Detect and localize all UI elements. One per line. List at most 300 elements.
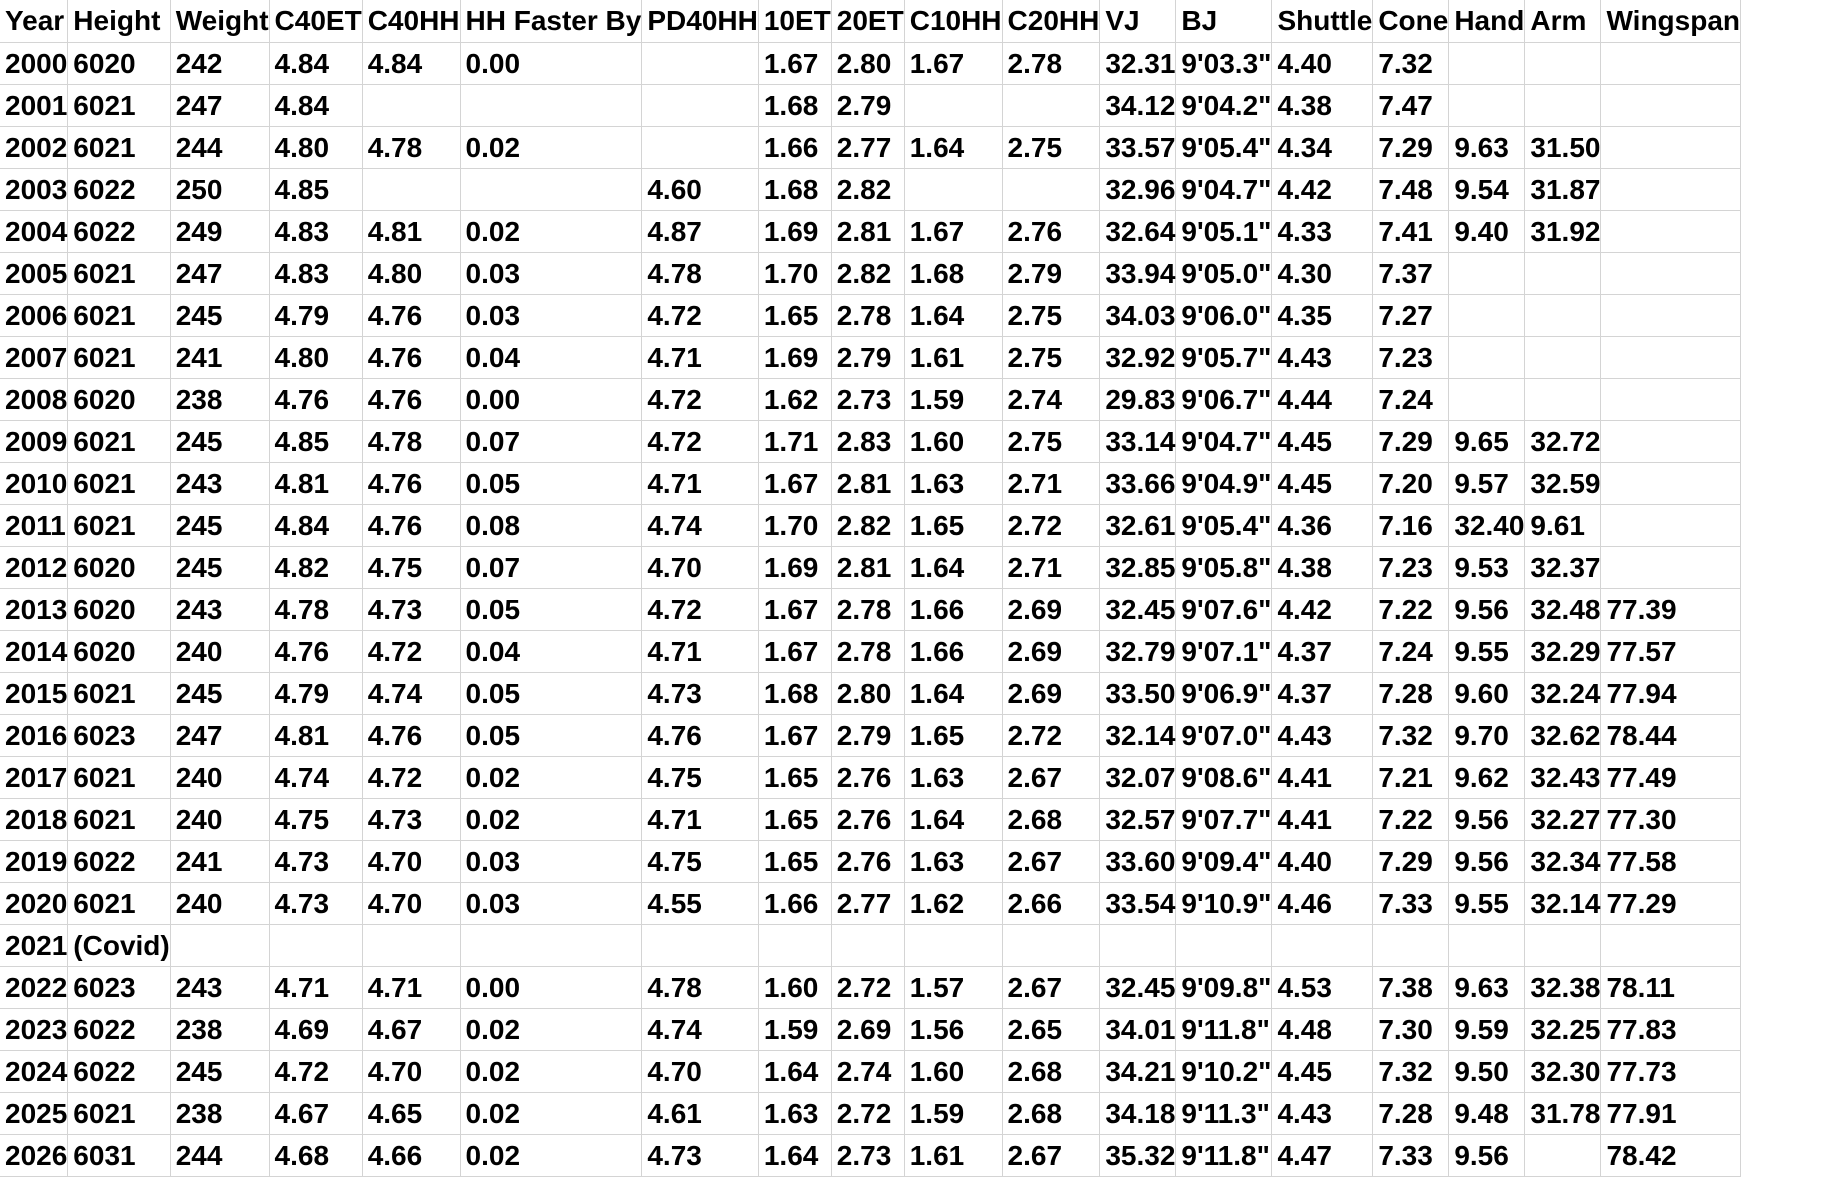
cell-c40et[interactable]: 4.81 (269, 715, 362, 757)
cell-20et[interactable]: 2.69 (831, 1009, 904, 1051)
cell-shuttle[interactable]: 4.40 (1272, 841, 1373, 883)
cell-c20hh[interactable] (1002, 85, 1100, 127)
cell-c20hh[interactable]: 2.72 (1002, 715, 1100, 757)
cell-bj[interactable]: 9'06.0" (1176, 295, 1272, 337)
cell-height[interactable]: (Covid) (68, 925, 170, 967)
cell-10et[interactable]: 1.66 (758, 127, 831, 169)
cell-20et[interactable]: 2.83 (831, 421, 904, 463)
column-header-hh-faster-by[interactable]: HH Faster By (460, 0, 642, 43)
cell-bj[interactable]: 9'04.2" (1176, 85, 1272, 127)
cell-c40et[interactable]: 4.73 (269, 883, 362, 925)
cell-vj[interactable]: 32.61 (1100, 505, 1176, 547)
cell-c40hh[interactable]: 4.73 (362, 589, 460, 631)
cell-c40hh[interactable]: 4.76 (362, 715, 460, 757)
cell-c40et[interactable] (269, 925, 362, 967)
cell-c10hh[interactable]: 1.59 (904, 1093, 1002, 1135)
cell-arm[interactable]: 31.87 (1525, 169, 1601, 211)
cell-20et[interactable]: 2.77 (831, 127, 904, 169)
cell-hand[interactable]: 9.48 (1449, 1093, 1525, 1135)
cell-10et[interactable] (758, 925, 831, 967)
cell-vj[interactable] (1100, 925, 1176, 967)
cell-shuttle[interactable]: 4.37 (1272, 673, 1373, 715)
cell-arm[interactable]: 32.72 (1525, 421, 1601, 463)
cell-pd40hh[interactable] (642, 925, 758, 967)
cell-wingspan[interactable] (1601, 379, 1741, 421)
cell-hh-faster-by[interactable]: 0.07 (460, 421, 642, 463)
cell-vj[interactable]: 32.14 (1100, 715, 1176, 757)
cell-c40et[interactable]: 4.76 (269, 379, 362, 421)
cell-hh-faster-by[interactable] (460, 85, 642, 127)
cell-cone[interactable]: 7.29 (1373, 421, 1449, 463)
cell-hh-faster-by[interactable]: 0.08 (460, 505, 642, 547)
cell-weight[interactable]: 245 (170, 673, 269, 715)
cell-weight[interactable]: 245 (170, 547, 269, 589)
cell-wingspan[interactable] (1601, 127, 1741, 169)
cell-wingspan[interactable]: 77.39 (1601, 589, 1741, 631)
cell-c40et[interactable]: 4.68 (269, 1135, 362, 1177)
cell-height[interactable]: 6022 (68, 211, 170, 253)
cell-height[interactable]: 6022 (68, 1051, 170, 1093)
cell-vj[interactable]: 33.57 (1100, 127, 1176, 169)
column-header-c40hh[interactable]: C40HH (362, 0, 460, 43)
cell-10et[interactable]: 1.67 (758, 589, 831, 631)
column-header-cone[interactable]: Cone (1373, 0, 1449, 43)
cell-weight[interactable]: 238 (170, 1009, 269, 1051)
cell-c40et[interactable]: 4.73 (269, 841, 362, 883)
cell-vj[interactable]: 34.12 (1100, 85, 1176, 127)
cell-height[interactable]: 6020 (68, 547, 170, 589)
cell-weight[interactable]: 240 (170, 757, 269, 799)
cell-c20hh[interactable]: 2.79 (1002, 253, 1100, 295)
cell-10et[interactable]: 1.64 (758, 1051, 831, 1093)
cell-c40hh[interactable]: 4.80 (362, 253, 460, 295)
cell-vj[interactable]: 32.57 (1100, 799, 1176, 841)
cell-pd40hh[interactable]: 4.78 (642, 253, 758, 295)
cell-pd40hh[interactable] (642, 43, 758, 85)
cell-10et[interactable]: 1.63 (758, 1093, 831, 1135)
cell-c20hh[interactable]: 2.72 (1002, 505, 1100, 547)
cell-c20hh[interactable]: 2.65 (1002, 1009, 1100, 1051)
cell-shuttle[interactable]: 4.41 (1272, 757, 1373, 799)
cell-year[interactable]: 2007 (0, 337, 68, 379)
cell-arm[interactable]: 32.43 (1525, 757, 1601, 799)
cell-arm[interactable]: 31.50 (1525, 127, 1601, 169)
cell-weight[interactable]: 249 (170, 211, 269, 253)
cell-c10hh[interactable]: 1.63 (904, 841, 1002, 883)
column-header-hand[interactable]: Hand (1449, 0, 1525, 43)
cell-hand[interactable]: 32.40 (1449, 505, 1525, 547)
cell-hh-faster-by[interactable]: 0.00 (460, 43, 642, 85)
cell-hh-faster-by[interactable]: 0.03 (460, 841, 642, 883)
cell-year[interactable]: 2020 (0, 883, 68, 925)
cell-weight[interactable]: 240 (170, 883, 269, 925)
cell-bj[interactable]: 9'05.4" (1176, 127, 1272, 169)
cell-weight[interactable]: 241 (170, 337, 269, 379)
cell-c10hh[interactable]: 1.66 (904, 589, 1002, 631)
cell-c10hh[interactable]: 1.64 (904, 295, 1002, 337)
cell-vj[interactable]: 34.18 (1100, 1093, 1176, 1135)
cell-cone[interactable]: 7.21 (1373, 757, 1449, 799)
cell-hand[interactable]: 9.53 (1449, 547, 1525, 589)
cell-20et[interactable]: 2.78 (831, 589, 904, 631)
cell-cone[interactable]: 7.23 (1373, 337, 1449, 379)
cell-hand[interactable] (1449, 925, 1525, 967)
cell-shuttle[interactable]: 4.43 (1272, 715, 1373, 757)
cell-20et[interactable]: 2.79 (831, 715, 904, 757)
cell-bj[interactable]: 9'04.7" (1176, 169, 1272, 211)
cell-height[interactable]: 6023 (68, 715, 170, 757)
cell-hand[interactable] (1449, 295, 1525, 337)
cell-year[interactable]: 2025 (0, 1093, 68, 1135)
cell-hand[interactable] (1449, 85, 1525, 127)
cell-c40et[interactable]: 4.83 (269, 253, 362, 295)
cell-arm[interactable] (1525, 43, 1601, 85)
cell-vj[interactable]: 33.54 (1100, 883, 1176, 925)
cell-cone[interactable]: 7.48 (1373, 169, 1449, 211)
cell-wingspan[interactable] (1601, 253, 1741, 295)
cell-hh-faster-by[interactable]: 0.02 (460, 211, 642, 253)
cell-hh-faster-by[interactable]: 0.02 (460, 799, 642, 841)
cell-weight[interactable]: 240 (170, 799, 269, 841)
cell-c40hh[interactable]: 4.66 (362, 1135, 460, 1177)
cell-weight[interactable]: 243 (170, 967, 269, 1009)
cell-weight[interactable] (170, 925, 269, 967)
cell-c40hh[interactable]: 4.70 (362, 1051, 460, 1093)
cell-c40hh[interactable]: 4.75 (362, 547, 460, 589)
cell-height[interactable]: 6020 (68, 589, 170, 631)
cell-20et[interactable]: 2.78 (831, 295, 904, 337)
cell-pd40hh[interactable]: 4.61 (642, 1093, 758, 1135)
cell-c40hh[interactable]: 4.76 (362, 337, 460, 379)
cell-c10hh[interactable] (904, 85, 1002, 127)
cell-c20hh[interactable]: 2.69 (1002, 673, 1100, 715)
cell-hh-faster-by[interactable]: 0.00 (460, 967, 642, 1009)
cell-c10hh[interactable]: 1.56 (904, 1009, 1002, 1051)
cell-bj[interactable]: 9'05.8" (1176, 547, 1272, 589)
cell-c40et[interactable]: 4.84 (269, 85, 362, 127)
cell-bj[interactable]: 9'11.3" (1176, 1093, 1272, 1135)
cell-bj[interactable]: 9'03.3" (1176, 43, 1272, 85)
cell-10et[interactable]: 1.67 (758, 463, 831, 505)
cell-c20hh[interactable]: 2.75 (1002, 295, 1100, 337)
cell-c40et[interactable]: 4.80 (269, 337, 362, 379)
cell-pd40hh[interactable]: 4.72 (642, 589, 758, 631)
cell-pd40hh[interactable]: 4.74 (642, 1009, 758, 1051)
cell-height[interactable]: 6023 (68, 967, 170, 1009)
cell-hand[interactable]: 9.62 (1449, 757, 1525, 799)
cell-hand[interactable]: 9.57 (1449, 463, 1525, 505)
cell-pd40hh[interactable]: 4.75 (642, 757, 758, 799)
cell-20et[interactable]: 2.82 (831, 253, 904, 295)
cell-shuttle[interactable]: 4.38 (1272, 547, 1373, 589)
cell-height[interactable]: 6021 (68, 85, 170, 127)
cell-hand[interactable]: 9.70 (1449, 715, 1525, 757)
cell-height[interactable]: 6021 (68, 295, 170, 337)
cell-c40et[interactable]: 4.84 (269, 505, 362, 547)
cell-c40hh[interactable]: 4.78 (362, 421, 460, 463)
cell-bj[interactable]: 9'11.8" (1176, 1009, 1272, 1051)
cell-hh-faster-by[interactable]: 0.03 (460, 295, 642, 337)
cell-c40et[interactable]: 4.80 (269, 127, 362, 169)
cell-c40hh[interactable]: 4.70 (362, 883, 460, 925)
cell-10et[interactable]: 1.60 (758, 967, 831, 1009)
cell-shuttle[interactable]: 4.45 (1272, 1051, 1373, 1093)
cell-hand[interactable]: 9.65 (1449, 421, 1525, 463)
cell-shuttle[interactable]: 4.48 (1272, 1009, 1373, 1051)
cell-10et[interactable]: 1.65 (758, 841, 831, 883)
cell-c40hh[interactable] (362, 85, 460, 127)
cell-hand[interactable] (1449, 253, 1525, 295)
cell-pd40hh[interactable]: 4.71 (642, 463, 758, 505)
cell-hand[interactable]: 9.54 (1449, 169, 1525, 211)
cell-shuttle[interactable]: 4.43 (1272, 337, 1373, 379)
column-header-pd40hh[interactable]: PD40HH (642, 0, 758, 43)
cell-year[interactable]: 2002 (0, 127, 68, 169)
column-header-c40et[interactable]: C40ET (269, 0, 362, 43)
cell-10et[interactable]: 1.67 (758, 43, 831, 85)
cell-height[interactable]: 6020 (68, 631, 170, 673)
cell-weight[interactable]: 241 (170, 841, 269, 883)
cell-shuttle[interactable]: 4.43 (1272, 1093, 1373, 1135)
cell-20et[interactable]: 2.76 (831, 799, 904, 841)
cell-c20hh[interactable]: 2.67 (1002, 841, 1100, 883)
cell-vj[interactable]: 33.50 (1100, 673, 1176, 715)
cell-20et[interactable]: 2.80 (831, 673, 904, 715)
cell-pd40hh[interactable]: 4.73 (642, 673, 758, 715)
cell-hh-faster-by[interactable]: 0.05 (460, 589, 642, 631)
cell-hand[interactable]: 9.40 (1449, 211, 1525, 253)
cell-c40et[interactable]: 4.67 (269, 1093, 362, 1135)
cell-vj[interactable]: 33.66 (1100, 463, 1176, 505)
column-header-c20hh[interactable]: C20HH (1002, 0, 1100, 43)
cell-height[interactable]: 6021 (68, 1093, 170, 1135)
cell-height[interactable]: 6021 (68, 673, 170, 715)
cell-wingspan[interactable]: 77.73 (1601, 1051, 1741, 1093)
cell-c40et[interactable]: 4.69 (269, 1009, 362, 1051)
cell-20et[interactable]: 2.76 (831, 757, 904, 799)
cell-shuttle[interactable]: 4.47 (1272, 1135, 1373, 1177)
cell-bj[interactable]: 9'05.1" (1176, 211, 1272, 253)
cell-cone[interactable]: 7.37 (1373, 253, 1449, 295)
cell-hand[interactable]: 9.60 (1449, 673, 1525, 715)
cell-10et[interactable]: 1.67 (758, 715, 831, 757)
cell-arm[interactable]: 32.37 (1525, 547, 1601, 589)
cell-hand[interactable] (1449, 43, 1525, 85)
cell-height[interactable]: 6021 (68, 799, 170, 841)
cell-c20hh[interactable]: 2.69 (1002, 589, 1100, 631)
cell-c40hh[interactable]: 4.76 (362, 379, 460, 421)
cell-pd40hh[interactable]: 4.55 (642, 883, 758, 925)
cell-c10hh[interactable]: 1.64 (904, 127, 1002, 169)
column-header-year[interactable]: Year (0, 0, 68, 43)
cell-arm[interactable]: 31.78 (1525, 1093, 1601, 1135)
cell-year[interactable]: 2024 (0, 1051, 68, 1093)
cell-c10hh[interactable]: 1.63 (904, 463, 1002, 505)
cell-hand[interactable]: 9.59 (1449, 1009, 1525, 1051)
cell-vj[interactable]: 32.31 (1100, 43, 1176, 85)
column-header-weight[interactable]: Weight (170, 0, 269, 43)
cell-wingspan[interactable]: 77.30 (1601, 799, 1741, 841)
cell-pd40hh[interactable]: 4.75 (642, 841, 758, 883)
cell-c20hh[interactable] (1002, 925, 1100, 967)
cell-cone[interactable]: 7.29 (1373, 127, 1449, 169)
cell-c20hh[interactable]: 2.75 (1002, 421, 1100, 463)
cell-c40et[interactable]: 4.85 (269, 169, 362, 211)
cell-height[interactable]: 6020 (68, 43, 170, 85)
cell-year[interactable]: 2026 (0, 1135, 68, 1177)
cell-vj[interactable]: 34.01 (1100, 1009, 1176, 1051)
cell-arm[interactable] (1525, 379, 1601, 421)
cell-pd40hh[interactable]: 4.71 (642, 631, 758, 673)
cell-10et[interactable]: 1.64 (758, 1135, 831, 1177)
cell-c10hh[interactable]: 1.67 (904, 211, 1002, 253)
cell-weight[interactable]: 245 (170, 421, 269, 463)
cell-height[interactable]: 6021 (68, 883, 170, 925)
cell-20et[interactable]: 2.72 (831, 1093, 904, 1135)
cell-c40hh[interactable]: 4.78 (362, 127, 460, 169)
cell-shuttle[interactable]: 4.46 (1272, 883, 1373, 925)
cell-c40hh[interactable]: 4.73 (362, 799, 460, 841)
cell-20et[interactable]: 2.80 (831, 43, 904, 85)
cell-arm[interactable] (1525, 85, 1601, 127)
cell-arm[interactable]: 32.25 (1525, 1009, 1601, 1051)
cell-10et[interactable]: 1.66 (758, 883, 831, 925)
cell-hand[interactable]: 9.56 (1449, 589, 1525, 631)
cell-wingspan[interactable] (1601, 337, 1741, 379)
cell-height[interactable]: 6022 (68, 1009, 170, 1051)
cell-c10hh[interactable]: 1.64 (904, 547, 1002, 589)
cell-c20hh[interactable]: 2.68 (1002, 1093, 1100, 1135)
cell-wingspan[interactable] (1601, 463, 1741, 505)
cell-c10hh[interactable]: 1.61 (904, 1135, 1002, 1177)
cell-vj[interactable]: 32.07 (1100, 757, 1176, 799)
cell-year[interactable]: 2001 (0, 85, 68, 127)
cell-20et[interactable] (831, 925, 904, 967)
cell-shuttle[interactable]: 4.38 (1272, 85, 1373, 127)
cell-c10hh[interactable]: 1.59 (904, 379, 1002, 421)
cell-year[interactable]: 2013 (0, 589, 68, 631)
cell-bj[interactable]: 9'10.2" (1176, 1051, 1272, 1093)
cell-c20hh[interactable]: 2.78 (1002, 43, 1100, 85)
cell-vj[interactable]: 32.64 (1100, 211, 1176, 253)
column-header-shuttle[interactable]: Shuttle (1272, 0, 1373, 43)
cell-hh-faster-by[interactable]: 0.07 (460, 547, 642, 589)
cell-10et[interactable]: 1.65 (758, 295, 831, 337)
cell-wingspan[interactable]: 77.57 (1601, 631, 1741, 673)
cell-c20hh[interactable]: 2.67 (1002, 757, 1100, 799)
cell-c40hh[interactable]: 4.76 (362, 505, 460, 547)
cell-weight[interactable]: 238 (170, 1093, 269, 1135)
cell-cone[interactable]: 7.33 (1373, 1135, 1449, 1177)
cell-c20hh[interactable]: 2.76 (1002, 211, 1100, 253)
cell-hand[interactable]: 9.56 (1449, 841, 1525, 883)
cell-wingspan[interactable]: 77.91 (1601, 1093, 1741, 1135)
cell-shuttle[interactable]: 4.42 (1272, 169, 1373, 211)
cell-cone[interactable]: 7.22 (1373, 799, 1449, 841)
column-header-20et[interactable]: 20ET (831, 0, 904, 43)
cell-pd40hh[interactable]: 4.78 (642, 967, 758, 1009)
cell-year[interactable]: 2008 (0, 379, 68, 421)
cell-c10hh[interactable]: 1.65 (904, 715, 1002, 757)
cell-year[interactable]: 2019 (0, 841, 68, 883)
cell-weight[interactable]: 238 (170, 379, 269, 421)
cell-arm[interactable]: 31.92 (1525, 211, 1601, 253)
cell-vj[interactable]: 34.03 (1100, 295, 1176, 337)
cell-arm[interactable]: 32.24 (1525, 673, 1601, 715)
cell-bj[interactable]: 9'09.8" (1176, 967, 1272, 1009)
cell-c40hh[interactable]: 4.71 (362, 967, 460, 1009)
cell-pd40hh[interactable]: 4.76 (642, 715, 758, 757)
cell-c40et[interactable]: 4.71 (269, 967, 362, 1009)
cell-arm[interactable] (1525, 1135, 1601, 1177)
cell-20et[interactable]: 2.77 (831, 883, 904, 925)
cell-hand[interactable]: 9.50 (1449, 1051, 1525, 1093)
cell-weight[interactable]: 243 (170, 589, 269, 631)
cell-pd40hh[interactable]: 4.72 (642, 379, 758, 421)
cell-year[interactable]: 2000 (0, 43, 68, 85)
cell-year[interactable]: 2022 (0, 967, 68, 1009)
cell-c10hh[interactable]: 1.63 (904, 757, 1002, 799)
cell-c40et[interactable]: 4.72 (269, 1051, 362, 1093)
cell-c40et[interactable]: 4.85 (269, 421, 362, 463)
cell-bj[interactable]: 9'06.7" (1176, 379, 1272, 421)
cell-shuttle[interactable]: 4.45 (1272, 421, 1373, 463)
cell-wingspan[interactable]: 77.83 (1601, 1009, 1741, 1051)
cell-hh-faster-by[interactable]: 0.03 (460, 253, 642, 295)
cell-hh-faster-by[interactable]: 0.05 (460, 715, 642, 757)
cell-c20hh[interactable] (1002, 169, 1100, 211)
cell-c40hh[interactable]: 4.72 (362, 757, 460, 799)
cell-cone[interactable]: 7.30 (1373, 1009, 1449, 1051)
cell-cone[interactable]: 7.33 (1373, 883, 1449, 925)
cell-vj[interactable]: 33.94 (1100, 253, 1176, 295)
cell-shuttle[interactable]: 4.44 (1272, 379, 1373, 421)
cell-bj[interactable]: 9'10.9" (1176, 883, 1272, 925)
cell-arm[interactable] (1525, 253, 1601, 295)
cell-10et[interactable]: 1.65 (758, 799, 831, 841)
cell-bj[interactable]: 9'11.8" (1176, 1135, 1272, 1177)
cell-cone[interactable]: 7.16 (1373, 505, 1449, 547)
column-header-height[interactable]: Height (68, 0, 170, 43)
cell-year[interactable]: 2004 (0, 211, 68, 253)
cell-c40et[interactable]: 4.79 (269, 295, 362, 337)
cell-height[interactable]: 6021 (68, 253, 170, 295)
cell-hh-faster-by[interactable]: 0.02 (460, 1135, 642, 1177)
cell-weight[interactable]: 245 (170, 1051, 269, 1093)
cell-20et[interactable]: 2.76 (831, 841, 904, 883)
cell-vj[interactable]: 33.14 (1100, 421, 1176, 463)
cell-c20hh[interactable]: 2.74 (1002, 379, 1100, 421)
cell-year[interactable]: 2016 (0, 715, 68, 757)
cell-shuttle[interactable]: 4.41 (1272, 799, 1373, 841)
cell-hand[interactable]: 9.63 (1449, 967, 1525, 1009)
cell-20et[interactable]: 2.73 (831, 379, 904, 421)
cell-shuttle[interactable]: 4.42 (1272, 589, 1373, 631)
cell-arm[interactable]: 32.59 (1525, 463, 1601, 505)
cell-cone[interactable]: 7.28 (1373, 1093, 1449, 1135)
cell-pd40hh[interactable]: 4.71 (642, 799, 758, 841)
cell-c10hh[interactable]: 1.61 (904, 337, 1002, 379)
cell-pd40hh[interactable]: 4.73 (642, 1135, 758, 1177)
cell-hand[interactable] (1449, 337, 1525, 379)
cell-c10hh[interactable] (904, 925, 1002, 967)
cell-vj[interactable]: 32.85 (1100, 547, 1176, 589)
cell-weight[interactable]: 243 (170, 463, 269, 505)
cell-height[interactable]: 6021 (68, 757, 170, 799)
cell-bj[interactable]: 9'08.6" (1176, 757, 1272, 799)
cell-10et[interactable]: 1.62 (758, 379, 831, 421)
cell-arm[interactable]: 32.27 (1525, 799, 1601, 841)
